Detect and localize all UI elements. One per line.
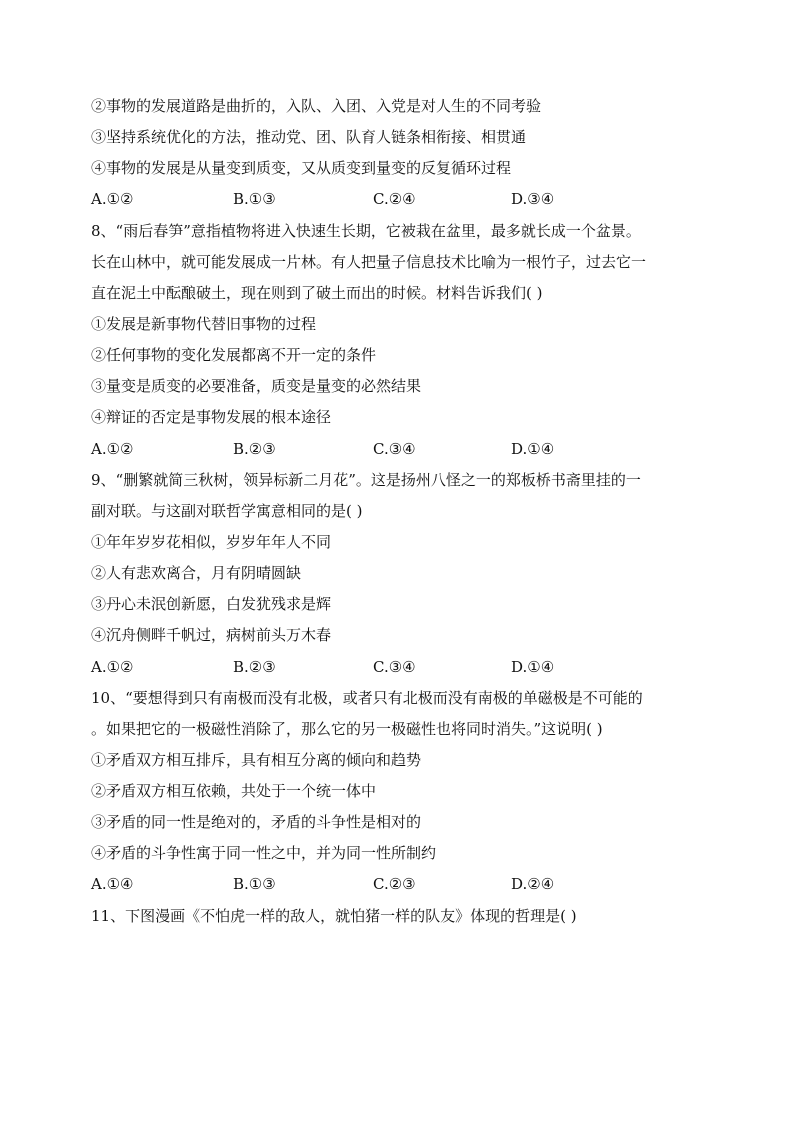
q11-stem-line-1: 11、下图漫画《不怕虎一样的敌人，就怕猪一样的队友》体现的哲理是( ) — [91, 907, 577, 925]
q7-options — [91, 189, 703, 209]
q8-choice-3: ③量变是质变的必要准备，质变是量变的必然结果 — [91, 377, 422, 395]
q10-option-b: B.①③ — [233, 875, 276, 893]
q10-choice-4: ④矛盾的斗争性寓于同一性之中，并为同一性所制约 — [91, 844, 437, 862]
q8-choice-1: ①发展是新事物代替旧事物的过程 — [91, 315, 317, 333]
q9-choice-3: ③丹心未泯创新愿，白发犹残求是辉 — [91, 595, 332, 613]
q8-option-c: C.③④ — [373, 440, 416, 458]
q9-option-b: B.②③ — [233, 658, 276, 676]
q9-choice-1: ①年年岁岁花相似，岁岁年年人不同 — [91, 533, 332, 551]
q9-option-a: A.①② — [91, 658, 134, 676]
q8-options — [91, 439, 703, 459]
q10-choice-1: ①矛盾双方相互排斥，具有相互分离的倾向和趋势 — [91, 751, 422, 769]
q8-stem-line-1: 8、“雨后春笋”意指植物将进入快速生长期，它被栽在盆里，最多就长成一个盆景。 — [91, 222, 641, 240]
q7-option-b: B.①③ — [233, 190, 276, 208]
q9-option-c: C.③④ — [373, 658, 416, 676]
q10-stem-line-2: 。如果把它的一极磁性消除了，那么它的另一极磁性也将同时消失。”这说明( ) — [91, 720, 603, 738]
q10-option-a: A.①④ — [91, 875, 134, 893]
q10-choice-2: ②矛盾双方相互依赖，共处于一个统一体中 — [91, 782, 377, 800]
q7-choice-2: ②事物的发展道路是曲折的，入队、入团、入党是对人生的不同考验 — [91, 97, 542, 115]
q10-stem-line-1: 10、“要想得到只有南极而没有北极，或者只有北极而没有南极的单磁极是不可能的 — [91, 689, 643, 707]
q8-choice-2: ②任何事物的变化发展都离不开一定的条件 — [91, 346, 377, 364]
q10-choice-3: ③矛盾的同一性是绝对的，矛盾的斗争性是相对的 — [91, 813, 422, 831]
q8-option-b: B.②③ — [233, 440, 276, 458]
q8-choice-4: ④辩证的否定是事物发展的根本途径 — [91, 408, 332, 426]
q7-choice-4: ④事物的发展是从量变到质变，又从质变到量变的反复循环过程 — [91, 159, 512, 177]
q9-choice-4: ④沉舟侧畔千帆过，病树前头万木春 — [91, 626, 332, 644]
q7-choice-3: ③坚持系统优化的方法，推动党、团、队育人链条相衔接、相贯通 — [91, 128, 527, 146]
q8-option-a: A.①② — [91, 440, 134, 458]
q8-stem-line-3: 直在泥土中酝酿破土，现在则到了破土而出的时候。材料告诉我们( ) — [91, 284, 543, 302]
q10-option-d: D.②④ — [511, 875, 555, 893]
q10-option-c: C.②③ — [373, 875, 416, 893]
q10-options — [91, 874, 703, 894]
q7-option-c: C.②④ — [373, 190, 416, 208]
q8-stem-line-2: 长在山林中，就可能发展成一片林。有人把量子信息技术比喻为一根竹子，过去它一 — [91, 253, 647, 271]
q8-option-d: D.①④ — [511, 440, 555, 458]
q7-option-a: A.①② — [91, 190, 134, 208]
q9-option-d: D.①④ — [511, 658, 555, 676]
q9-stem-line-1: 9、“删繁就简三秋树，领异标新二月花”。这是扬州八怪之一的郑板桥书斋里挂的一 — [91, 471, 641, 489]
q9-choice-2: ②人有悲欢离合，月有阴晴圆缺 — [91, 564, 302, 582]
q7-option-d: D.③④ — [511, 190, 555, 208]
q9-stem-line-2: 副对联。与这副对联哲学寓意相同的是( ) — [91, 502, 363, 520]
q9-options — [91, 657, 703, 677]
